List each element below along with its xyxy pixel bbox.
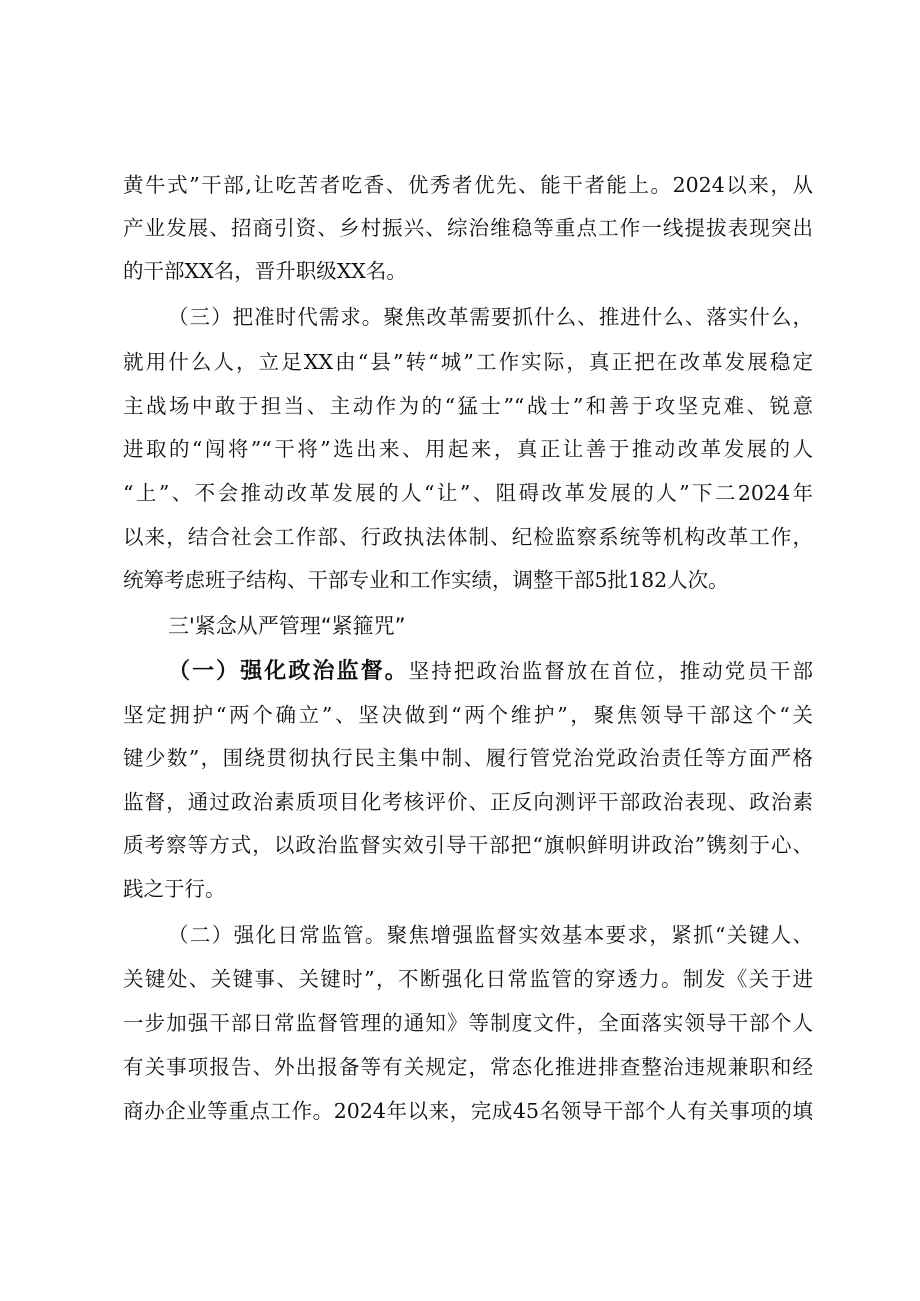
paragraph-line: 关键处、关键事、关键时”，不断强化日常监管的穿透力。制发《关于进 — [123, 967, 813, 991]
paragraph-line: 就用什么人，立足XX由“县”转“城”工作实际，真正把在改革发展稳定 — [123, 350, 813, 374]
paragraph-line: 产业发展、招商引资、乡村振兴、综治维稳等重点工作一线提拔表现突出 — [123, 216, 813, 240]
paragraph-line: 统筹考虑班子结构、干部专业和工作实绩，调整干部5批182人次。 — [123, 568, 729, 592]
paragraph-line — [168, 651, 813, 691]
paragraph-line: 主战场中敢于担当、主动作为的“猛士”“战士”和善于攻坚克难、锐意 — [123, 394, 813, 418]
paragraph-line: 键少数”，围绕贯彻执行民主集中制、履行管党治党政治责任等方面严格 — [123, 746, 813, 770]
paragraph-line: （三）把准时代需求。聚焦改革需要抓什么、推进什么、落实什么， — [168, 305, 813, 329]
paragraph-text: 坚持把政治监督放在首位，推动党员干部 — [408, 659, 813, 683]
paragraph-line: 监督，通过政治素质项目化考核评价、正反向测评干部政治表现、政治素 — [123, 790, 813, 814]
paragraph-line: “上”、不会推动改革发展的人“让”、阻碍改革发展的人”下二2024年 — [123, 481, 813, 505]
paragraph-line: 进取的“闯将”“干将”选出来、用起来，真正让善于推动改革发展的人 — [123, 437, 813, 461]
section-heading: 三'紧念从严管理“紧箍咒” — [168, 614, 406, 638]
paragraph-line: 以来，结合社会工作部、行政执法体制、纪检监察系统等机构改革工作， — [123, 525, 813, 549]
paragraph-line: 黄牛式”干部,让吃苦者吃香、优秀者优先、能干者能上。2024以来，从 — [123, 173, 813, 197]
paragraph-line: 商办企业等重点工作。2024年以来，完成45名领导干部个人有关事项的填 — [123, 1099, 813, 1123]
paragraph-line: 坚定拥护“两个确立”、坚决做到“两个维护”，聚焦领导干部这个“关 — [123, 703, 813, 727]
paragraph-line: 质考察等方式，以政治监督实效引导干部把“旗帜鲜明讲政治”镌刻于心、 — [123, 833, 813, 857]
subsection-title: （一）强化政治监督。 — [168, 659, 409, 684]
paragraph-line: 一步加强干部日常监督管理的通知》等制度文件，全面落实领导干部个人 — [123, 1011, 813, 1035]
paragraph-line: （二）强化日常监管。聚焦增强监督实效基本要求，紧抓“关键人、 — [168, 923, 813, 947]
paragraph-line: 践之于行。 — [123, 877, 226, 901]
paragraph-line: 的干部XX名，晋升职级XX名。 — [123, 259, 407, 283]
paragraph-line: 有关事项报告、外出报备等有关规定，常态化推进排查整治违规兼职和经 — [123, 1055, 813, 1079]
